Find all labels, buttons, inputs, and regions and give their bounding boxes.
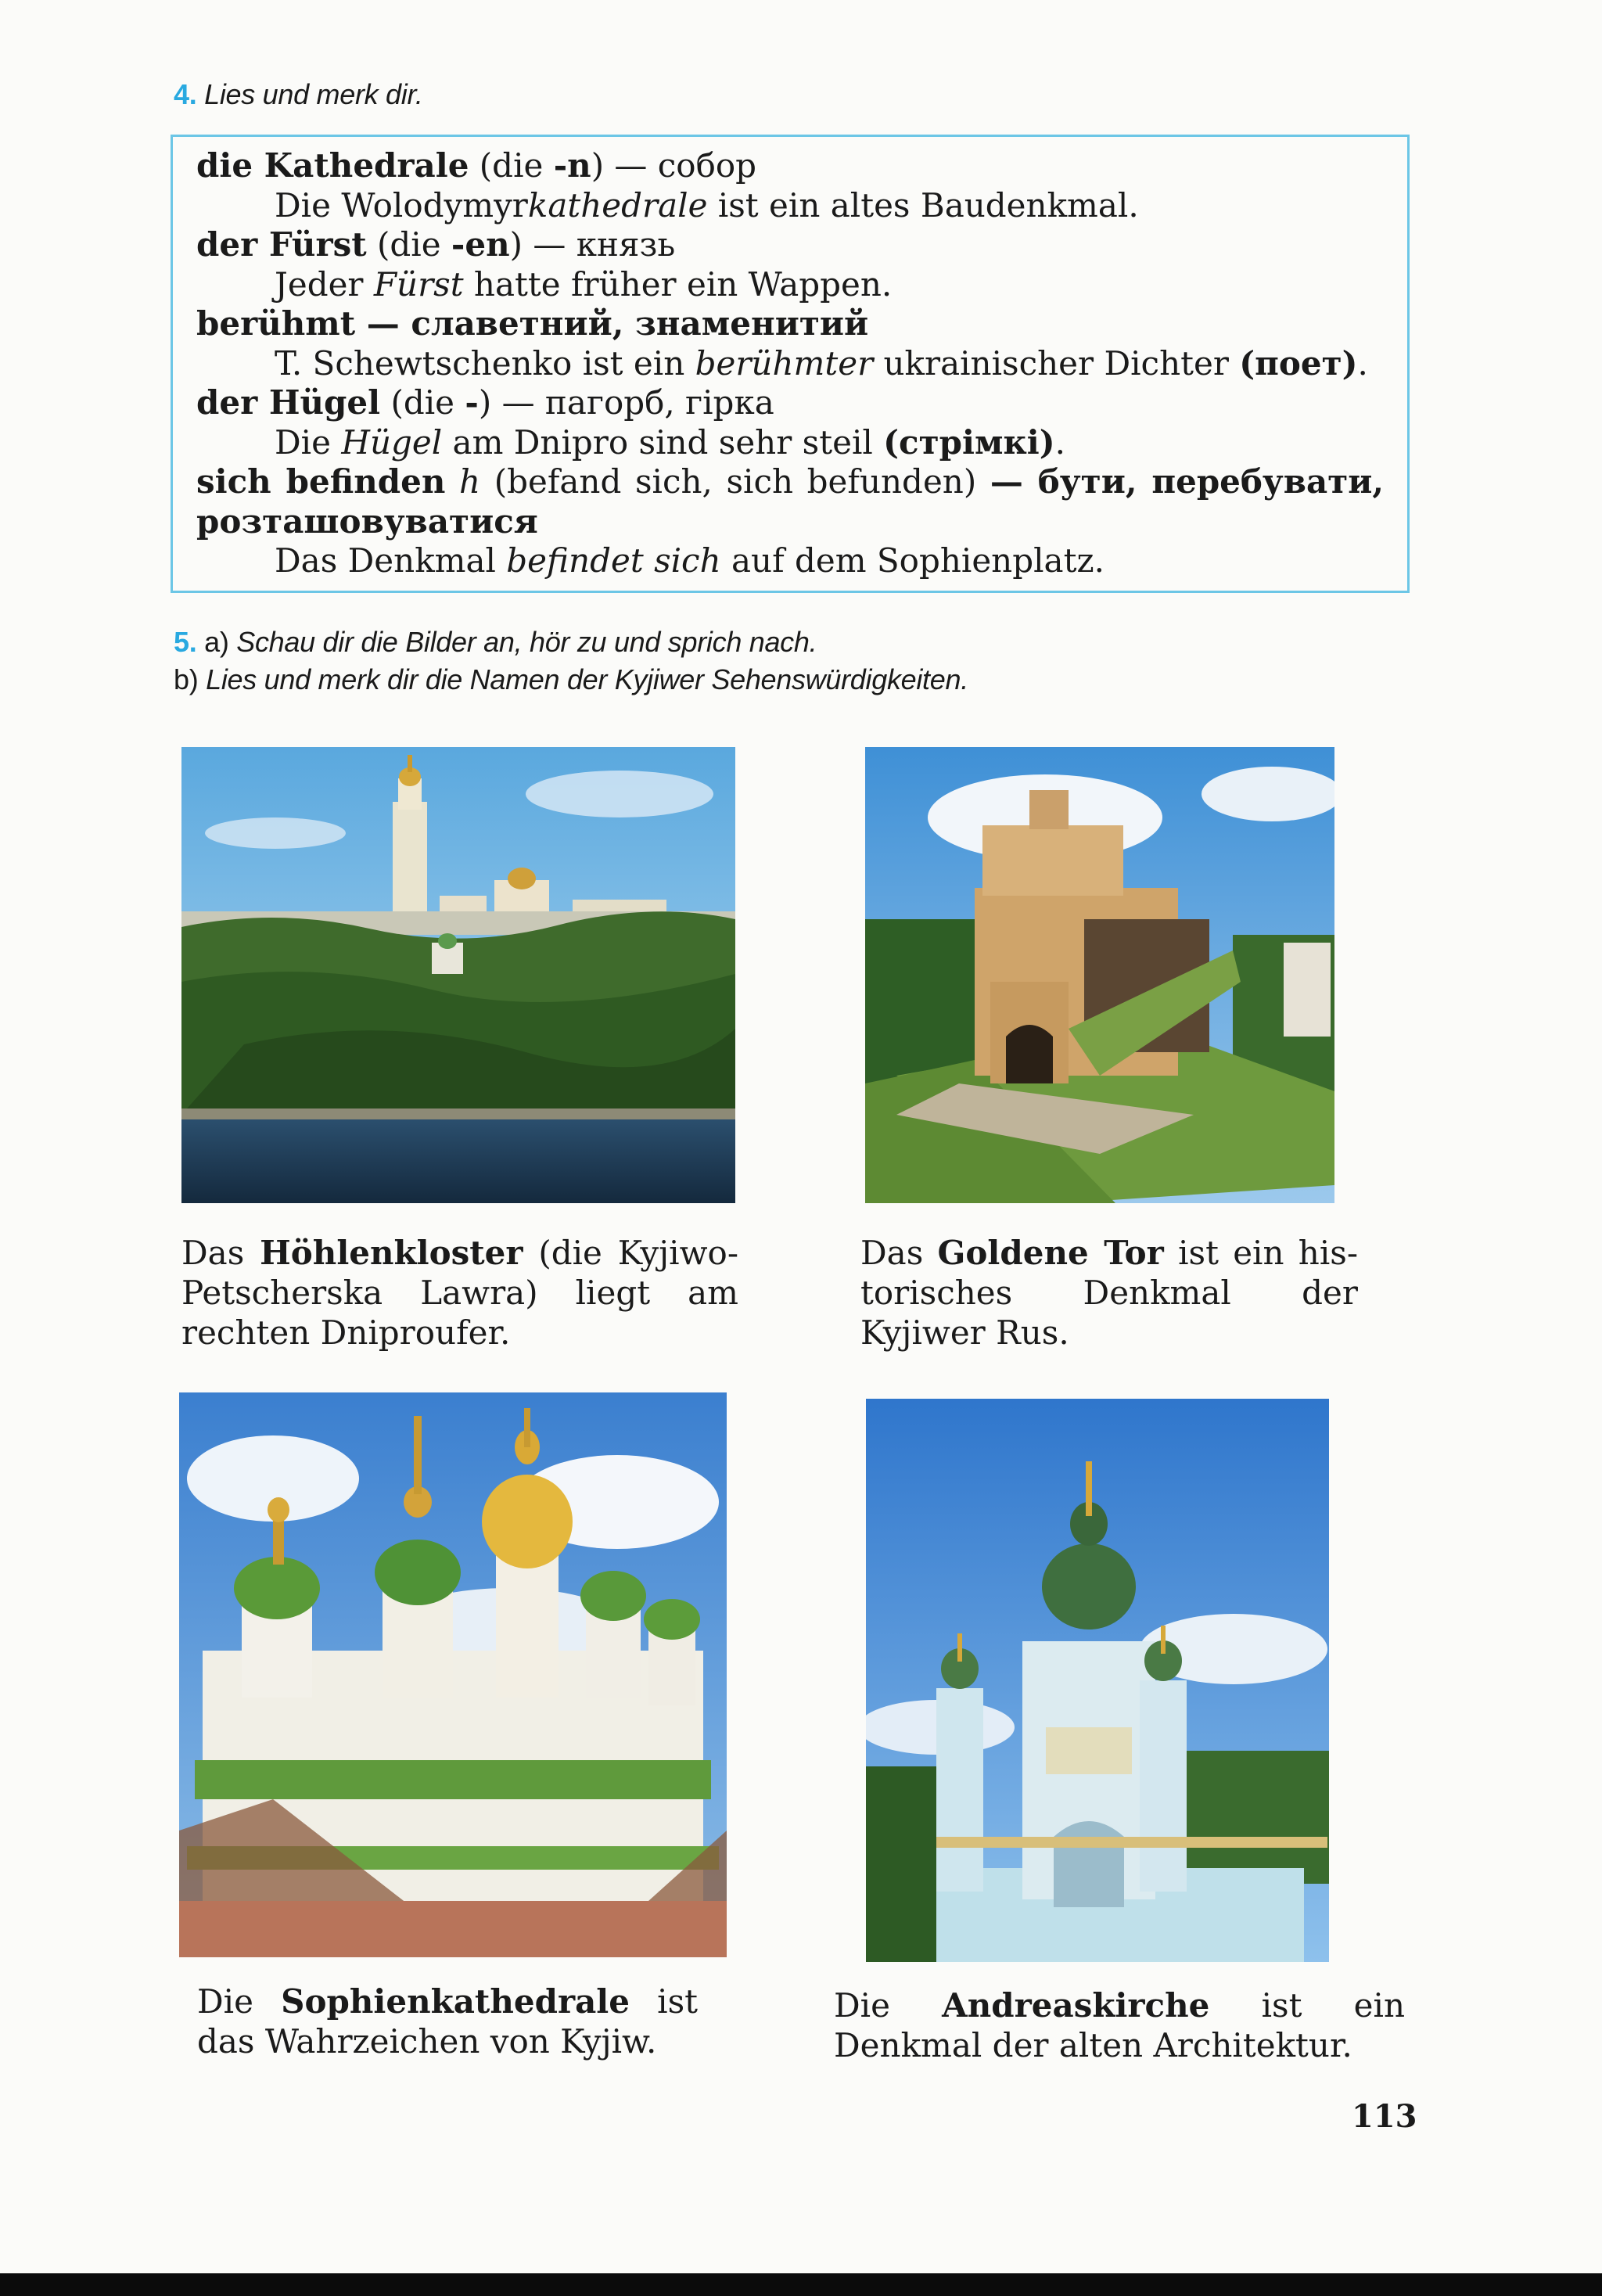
vocab-entry-kathedrale <box>196 146 1384 186</box>
photo-andreaskirche <box>866 1399 1329 1962</box>
translation: розташовуватися <box>196 501 538 541</box>
vocab-entry-huegel <box>196 383 1384 423</box>
caption-text: (die Kyjiwo- <box>523 1234 739 1272</box>
example-note: (поет) <box>1239 343 1358 383</box>
caption-line: Kyjiwer Rus. <box>860 1313 1069 1352</box>
photo-hoehlenkloster <box>181 747 735 1203</box>
vocab-example <box>196 265 1384 305</box>
caption-line: Petscherska Lawra) liegt am <box>181 1274 738 1312</box>
translation: — князь <box>523 225 676 264</box>
example-text: . <box>1054 422 1065 462</box>
vocab-entry-befinden <box>196 462 1384 502</box>
caption-text: ist <box>629 1982 699 2021</box>
vocab-translation-cont <box>196 502 1384 542</box>
task-4-heading <box>174 78 423 111</box>
translation: — собор <box>604 146 757 185</box>
task-instruction: Schau dir die Bilder an, hör zu und sprich nach. <box>236 626 817 658</box>
task-instruction: Lies und merk dir die Namen der Kyjiwer Sehenswürdigkeiten. <box>206 663 968 695</box>
landmark-name: Goldene Tor <box>937 1234 1164 1272</box>
task-5-part-a <box>174 626 817 659</box>
task-number: 5. <box>174 626 197 658</box>
caption-sophienkathedrale <box>197 1982 698 2061</box>
vocab-example <box>196 541 1384 581</box>
caption-line: das Wahrzeichen von Kyjiw. <box>197 2022 657 2061</box>
caption-line <box>860 1233 1358 1273</box>
example-text: Jeder <box>275 264 374 304</box>
example-text: Die Wolodymyr <box>275 185 528 225</box>
caption-text: Das <box>860 1234 938 1272</box>
plural-open: (die <box>390 383 465 422</box>
task-number: 4. <box>174 78 197 110</box>
caption-line: rechten Dniproufer. <box>181 1313 511 1352</box>
headword: berühmt <box>196 304 356 343</box>
page-number: 113 <box>1352 2098 1417 2135</box>
task-instruction: Lies und merk dir. <box>204 78 423 110</box>
example-emphasis: befindet sich <box>506 541 721 580</box>
headword: der Fürst <box>196 225 367 264</box>
example-text: Die <box>275 422 342 462</box>
plural-mark: -en <box>451 225 510 264</box>
caption-text: Die <box>197 1982 282 2021</box>
landmark-name: Andreaskirche <box>942 1986 1210 2025</box>
part-label: b) <box>174 663 199 695</box>
caption-text: Das <box>181 1234 260 1272</box>
plural-mark: -n <box>553 146 591 185</box>
caption-line <box>181 1233 738 1273</box>
example-text: T. Schewtschenko ist ein <box>275 343 695 383</box>
plural-mark: - <box>465 383 479 422</box>
part-label: a) <box>204 626 229 658</box>
caption-line <box>834 1985 1405 2025</box>
plural-open: (die <box>377 225 451 264</box>
verb-forms: (befand sich, sich befunden) <box>494 462 977 501</box>
example-emphasis: berühmter <box>695 343 874 383</box>
example-text: ukrainischer Dichter <box>873 343 1240 383</box>
vocab-example <box>196 344 1384 384</box>
bottom-edge-bar <box>0 2273 1602 2296</box>
caption-andreaskirche <box>834 1985 1405 2065</box>
vocab-example <box>196 423 1384 463</box>
plural-close: ) <box>591 146 605 185</box>
example-text: auf dem Sophienplatz. <box>720 541 1105 580</box>
plural-close: ) <box>478 383 492 422</box>
photo-sophienkathedrale <box>179 1392 727 1957</box>
vocab-example <box>196 186 1384 226</box>
translation: — славетний, знаменитий <box>355 304 869 343</box>
example-emphasis: kathedrale <box>527 185 708 225</box>
headword: der Hügel <box>196 383 381 422</box>
caption-line <box>197 1982 698 2021</box>
caption-goldenes-tor <box>860 1233 1358 1353</box>
caption-text: Die <box>834 1986 943 2025</box>
landmark-name: Höhlenkloster <box>260 1234 523 1272</box>
caption-line: torisches Denkmal der <box>860 1274 1358 1312</box>
headword: sich befinden <box>196 462 446 501</box>
verb-mark: h <box>459 462 481 501</box>
example-emphasis: Fürst <box>373 264 464 304</box>
example-text: . <box>1357 343 1368 383</box>
example-text: am Dnipro sind sehr steil <box>442 422 884 462</box>
plural-open: (die <box>479 146 554 185</box>
example-note: (стрімкі) <box>883 422 1055 462</box>
caption-line: Denkmal der alten Architektur. <box>834 2026 1352 2064</box>
caption-text: ist ein his- <box>1163 1234 1359 1272</box>
example-text: hatte früher ein Wappen. <box>463 264 893 304</box>
translation: — бути, перебувати, <box>990 462 1384 501</box>
caption-text: ist ein <box>1209 1986 1406 2025</box>
task-5-part-b <box>174 663 968 696</box>
caption-hoehlenkloster <box>181 1233 738 1353</box>
plural-close: ) <box>509 225 523 264</box>
photo-goldenes-tor <box>865 747 1334 1203</box>
vocab-entry-beruehmt <box>196 304 1384 344</box>
headword: die Kathedrale <box>196 146 469 185</box>
translation: — пагорб, гірка <box>491 383 774 422</box>
vocabulary-box <box>171 135 1410 593</box>
landmark-name: Sophienkathedrale <box>281 1982 630 2021</box>
example-emphasis: Hügel <box>341 422 443 462</box>
example-text: Das Denkmal <box>275 541 507 580</box>
vocab-entry-fuerst <box>196 225 1384 265</box>
example-text: ist ein altes Baudenkmal. <box>707 185 1139 225</box>
